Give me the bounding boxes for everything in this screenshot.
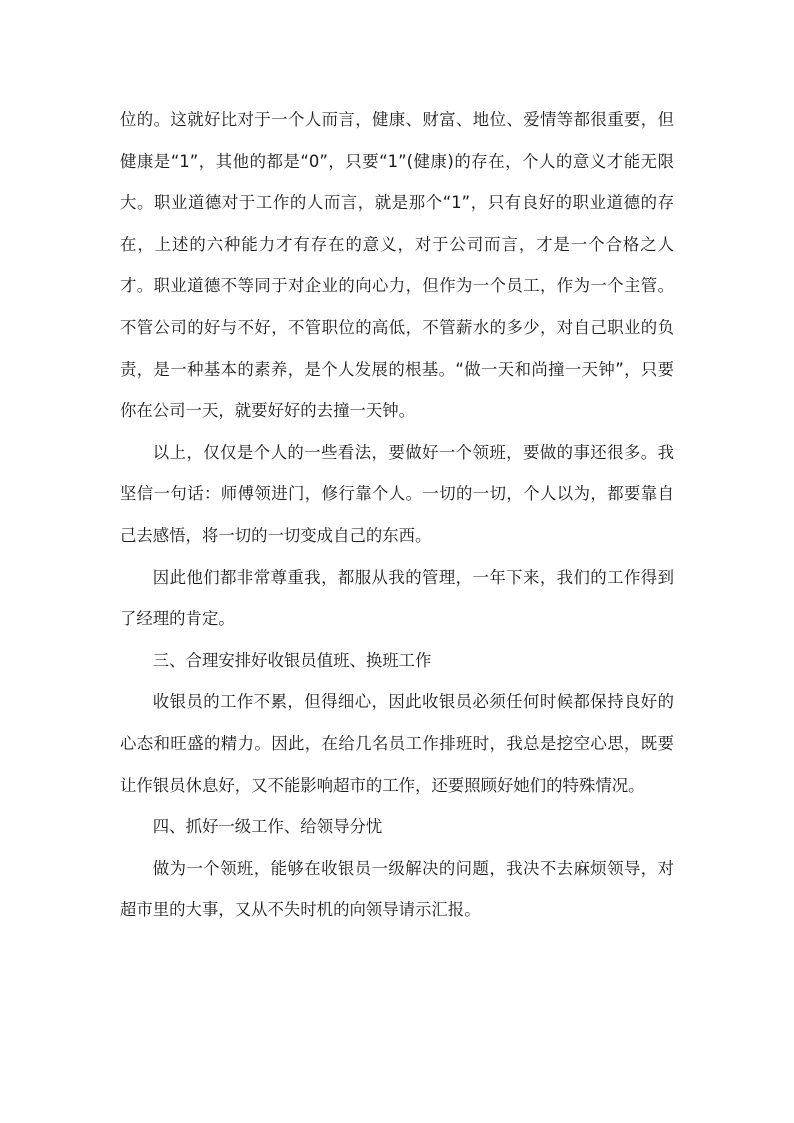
paragraph-cashier-scheduling: 收银员的工作不累，但得细心，因此收银员必须任何时候都保持良好的心态和旺盛的精力。因此，在给几名员工作排班时，我总是挖空心思，既要让作银员休息好，又不能影响超市的工作，还要照顾好她们的特殊情况。	[120, 692, 674, 795]
paragraph-manager-recognition: 因此他们都非常尊重我，都服从我的管理，一年下来，我们的工作得到了经理的肯定。	[120, 567, 674, 629]
section-heading-first-level-work: 四、抓好一级工作、给领导分忧	[152, 817, 383, 837]
paragraph-team-leader-view: 以上，仅仅是个人的一些看法，要做好一个领班，要做的事还很多。我坚信一句话：师傅领进门，修行靠个人。一切的一切，个人以为，都要靠自己去感悟，将一切的一切变成自己的东西。	[120, 442, 674, 545]
paragraph-problem-solving: 做为一个领班，能够在收银员一级解决的问题，我决不去麻烦领导，对超市里的大事，又从不失时机的向领导请示汇报。	[120, 858, 674, 920]
document-body	[120, 99, 674, 931]
paragraph-continuation: 位的。这就好比对于一个人而言，健康、财富、地位、爱情等都很重要，但健康是“1”，其他的都是“0”，只要“1”(健康)的存在，个人的意义才能无限大。职业道德对于工作的人而言，就是那个“1”，只有良好的职业道德的存在，上述的六种能力才有存在的意义，对于公司而言，才是一个合格之人才。职业道德不等同于对企业的向心力，但作为一个员工，作为一个主管。不管公司的好与不好，不管职位的高低，不管薪水的多少，对自己职业的负责，是一种基本的素养，是个人发展的根基。“做一天和尚撞一天钟”，只要你在公司一天，就要好好的去撞一天钟。	[120, 110, 674, 421]
section-heading-shift-arrangement: 三、合理安排好收银员值班、换班工作	[152, 650, 432, 670]
